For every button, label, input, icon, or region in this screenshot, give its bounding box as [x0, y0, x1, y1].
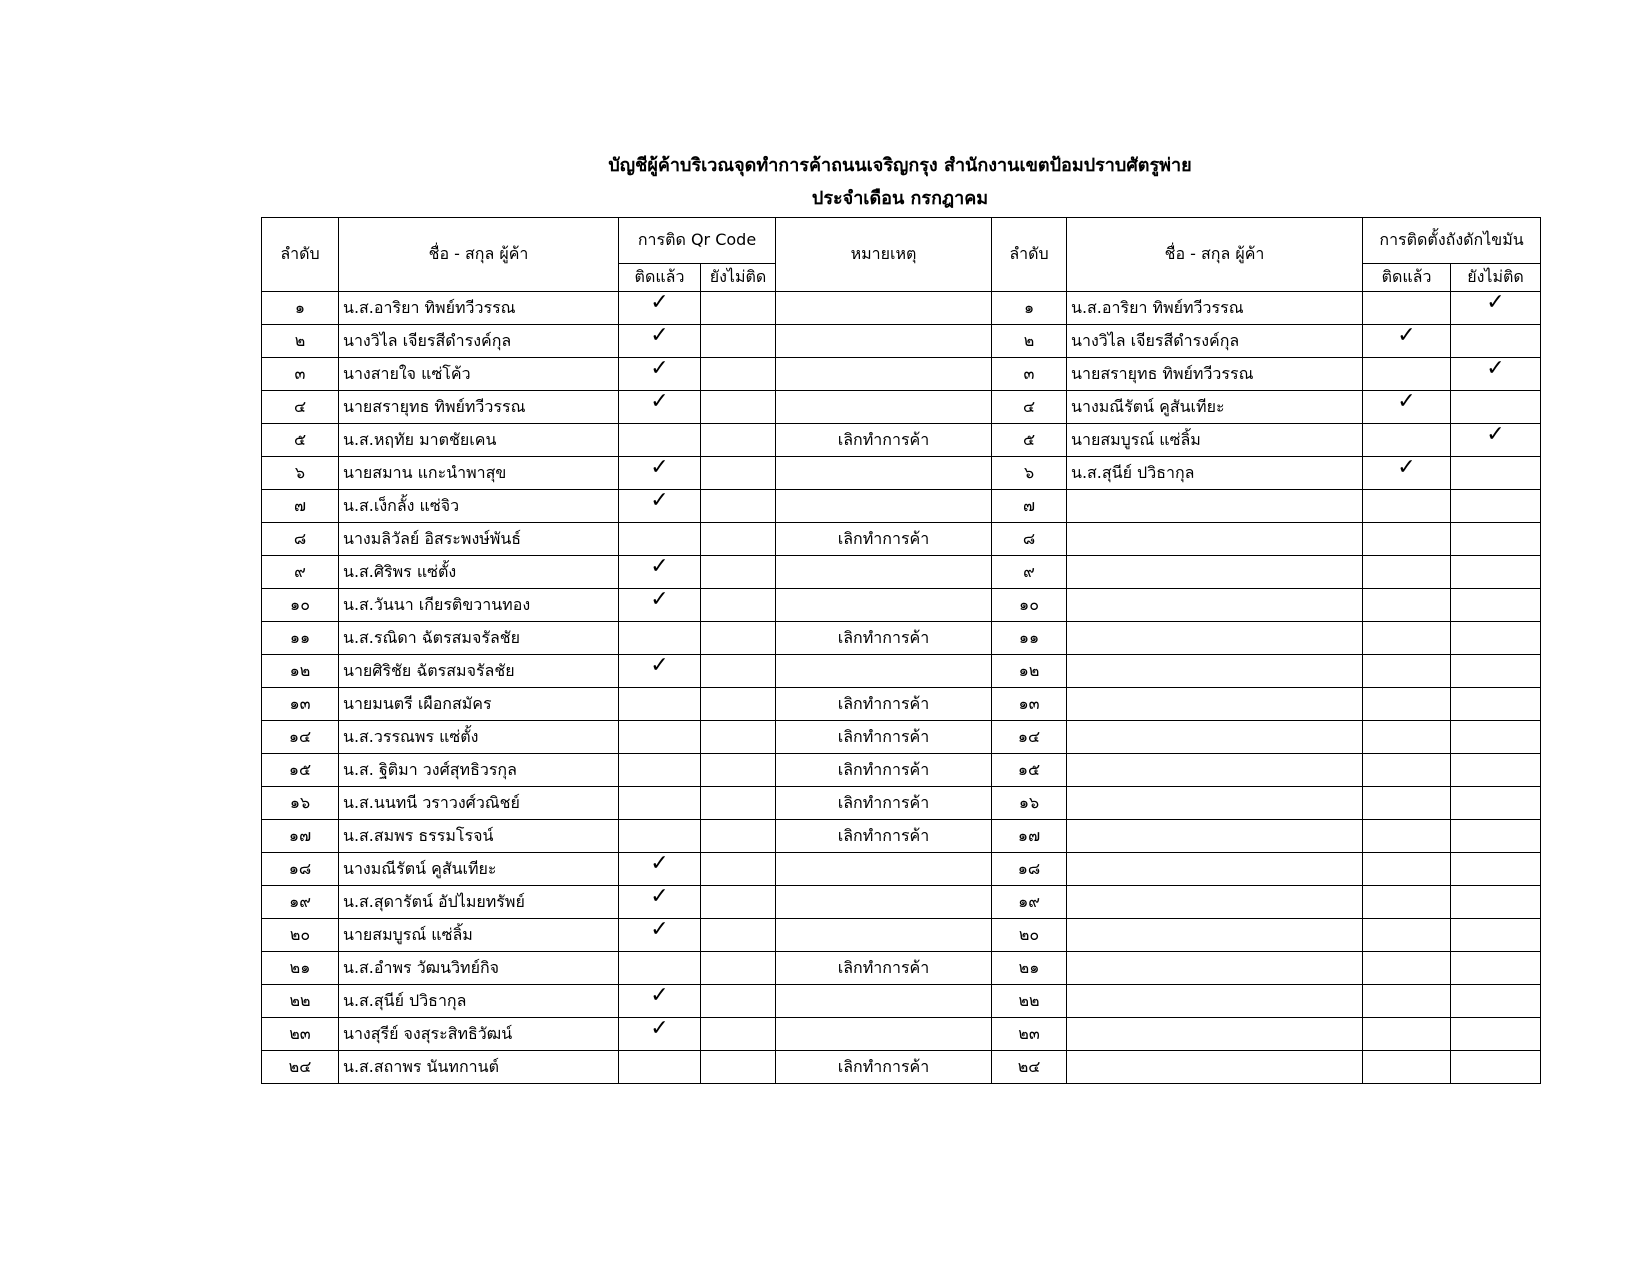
table-row	[262, 688, 1541, 721]
check-mark-icon: ✓	[650, 324, 669, 348]
cell-qr-installed	[619, 787, 701, 820]
cell-remark: เลิกทำการค้า	[776, 523, 992, 556]
cell-grease-installed	[1363, 787, 1451, 820]
cell-name-2: นายสรายุทธ ทิพย์ทวีวรรณ	[1067, 358, 1363, 391]
cell-grease-installed	[1363, 952, 1451, 985]
cell-name-2	[1067, 589, 1363, 622]
cell-name: น.ส.หฤทัย มาตชัยเคน	[339, 424, 619, 457]
cell-seq: ๘	[262, 523, 339, 556]
cell-name-2	[1067, 490, 1363, 523]
cell-seq-2: ๑๓	[992, 688, 1067, 721]
cell-name-2	[1067, 622, 1363, 655]
cell-qr-not-installed	[701, 952, 776, 985]
cell-qr-not-installed	[701, 655, 776, 688]
table-row	[262, 1051, 1541, 1084]
cell-name-2	[1067, 1051, 1363, 1084]
cell-name: นายมนตรี เผือกสมัคร	[339, 688, 619, 721]
cell-qr-installed	[619, 1051, 701, 1084]
cell-grease-not-installed	[1451, 1018, 1541, 1051]
table-row	[262, 787, 1541, 820]
cell-qr-installed	[619, 721, 701, 754]
cell-qr-installed	[619, 754, 701, 787]
cell-grease-installed	[1363, 457, 1451, 490]
cell-grease-not-installed	[1451, 655, 1541, 688]
check-mark-icon: ✓	[1397, 324, 1416, 348]
cell-qr-installed	[619, 424, 701, 457]
cell-seq-2: ๑๐	[992, 589, 1067, 622]
cell-seq: ๒๐	[262, 919, 339, 952]
table-row	[262, 985, 1541, 1018]
cell-seq-2: ๑๕	[992, 754, 1067, 787]
cell-seq: ๙	[262, 556, 339, 589]
check-mark-icon: ✓	[650, 291, 669, 315]
cell-seq-2: ๓	[992, 358, 1067, 391]
cell-grease-not-installed	[1451, 820, 1541, 853]
cell-remark	[776, 886, 992, 919]
cell-qr-installed	[619, 523, 701, 556]
cell-seq-2: ๑๙	[992, 886, 1067, 919]
cell-name-2	[1067, 787, 1363, 820]
cell-qr-not-installed	[701, 556, 776, 589]
cell-seq: ๒๓	[262, 1018, 339, 1051]
cell-grease-installed	[1363, 886, 1451, 919]
header-seq: ลำดับ	[262, 218, 339, 292]
cell-seq-2: ๑๑	[992, 622, 1067, 655]
cell-seq-2: ๒	[992, 325, 1067, 358]
cell-grease-installed	[1363, 424, 1451, 457]
cell-qr-not-installed	[701, 754, 776, 787]
cell-seq-2: ๑๖	[992, 787, 1067, 820]
table-row	[262, 919, 1541, 952]
header-qr-group: การติด Qr Code	[619, 218, 776, 264]
cell-grease-not-installed	[1451, 556, 1541, 589]
cell-seq: ๑๔	[262, 721, 339, 754]
cell-grease-not-installed	[1451, 919, 1541, 952]
cell-name-2	[1067, 853, 1363, 886]
cell-name-2	[1067, 952, 1363, 985]
cell-grease-installed	[1363, 358, 1451, 391]
cell-seq: ๑๓	[262, 688, 339, 721]
cell-qr-installed	[619, 688, 701, 721]
cell-seq-2: ๑๔	[992, 721, 1067, 754]
table-row	[262, 820, 1541, 853]
cell-qr-not-installed	[701, 424, 776, 457]
cell-grease-not-installed	[1451, 325, 1541, 358]
cell-name: นายสมาน แกะนำพาสุข	[339, 457, 619, 490]
cell-name-2	[1067, 820, 1363, 853]
check-mark-icon: ✓	[650, 555, 669, 579]
cell-seq: ๑๐	[262, 589, 339, 622]
cell-name: นางวิไล เจียรสีดำรงค์กุล	[339, 325, 619, 358]
cell-remark: เลิกทำการค้า	[776, 820, 992, 853]
cell-qr-not-installed	[701, 391, 776, 424]
cell-grease-not-installed	[1451, 490, 1541, 523]
check-mark-icon: ✓	[1397, 456, 1416, 480]
cell-name-2	[1067, 1018, 1363, 1051]
cell-name-2	[1067, 721, 1363, 754]
cell-seq: ๑๑	[262, 622, 339, 655]
cell-name-2	[1067, 985, 1363, 1018]
cell-grease-not-installed	[1451, 721, 1541, 754]
table-row	[262, 391, 1541, 424]
cell-remark	[776, 556, 992, 589]
table-row	[262, 754, 1541, 787]
cell-remark	[776, 1018, 992, 1051]
cell-qr-not-installed	[701, 787, 776, 820]
cell-seq: ๑๒	[262, 655, 339, 688]
table-row	[262, 622, 1541, 655]
cell-seq: ๑๕	[262, 754, 339, 787]
table-row	[262, 853, 1541, 886]
cell-name: น.ส.สุนีย์ ปวิธากุล	[339, 985, 619, 1018]
cell-grease-installed	[1363, 985, 1451, 1018]
cell-name-2: น.ส.สุนีย์ ปวิธากุล	[1067, 457, 1363, 490]
cell-name-2	[1067, 655, 1363, 688]
cell-name-2: นางมณีรัตน์ คูสันเทียะ	[1067, 391, 1363, 424]
cell-qr-installed	[619, 490, 701, 523]
cell-qr-not-installed	[701, 1051, 776, 1084]
header-name: ชื่อ - สกุล ผู้ค้า	[339, 218, 619, 292]
table-row	[262, 721, 1541, 754]
cell-remark	[776, 325, 992, 358]
cell-seq: ๓	[262, 358, 339, 391]
table-row	[262, 457, 1541, 490]
cell-seq-2: ๕	[992, 424, 1067, 457]
cell-grease-not-installed	[1451, 952, 1541, 985]
check-mark-icon: ✓	[650, 984, 669, 1008]
cell-name: น.ส.วันนา เกียรติขวานทอง	[339, 589, 619, 622]
cell-remark	[776, 919, 992, 952]
header-grease-installed: ติดแล้ว	[1363, 264, 1451, 292]
cell-grease-installed	[1363, 589, 1451, 622]
cell-name: น.ส.สุดารัตน์ อัปไมยทรัพย์	[339, 886, 619, 919]
cell-grease-installed	[1363, 721, 1451, 754]
cell-seq: ๑๖	[262, 787, 339, 820]
cell-remark	[776, 358, 992, 391]
page-subtitle: ประจำเดือน กรกฎาคม	[811, 188, 989, 209]
check-mark-icon: ✓	[1486, 423, 1505, 447]
cell-qr-not-installed	[701, 523, 776, 556]
cell-qr-installed	[619, 589, 701, 622]
cell-qr-not-installed	[701, 622, 776, 655]
cell-name: น.ส.อำพร วัฒนวิทย์กิจ	[339, 952, 619, 985]
cell-grease-installed	[1363, 820, 1451, 853]
cell-grease-not-installed	[1451, 589, 1541, 622]
header-grease-group: การติดตั้งถังดักไขมัน	[1363, 218, 1541, 264]
cell-name: นายสรายุทธ ทิพย์ทวีวรรณ	[339, 391, 619, 424]
cell-seq: ๑๘	[262, 853, 339, 886]
cell-grease-not-installed	[1451, 787, 1541, 820]
table-row	[262, 952, 1541, 985]
cell-seq: ๗	[262, 490, 339, 523]
table-row	[262, 358, 1541, 391]
cell-name: น.ส.รณิดา ฉัตรสมจรัลชัย	[339, 622, 619, 655]
cell-qr-installed	[619, 985, 701, 1018]
cell-seq: ๑	[262, 292, 339, 325]
cell-grease-not-installed	[1451, 886, 1541, 919]
check-mark-icon: ✓	[1486, 357, 1505, 381]
cell-grease-not-installed	[1451, 358, 1541, 391]
table-body	[262, 292, 1541, 1084]
cell-qr-installed	[619, 457, 701, 490]
cell-seq-2: ๒๐	[992, 919, 1067, 952]
cell-name: น.ส.อาริยา ทิพย์ทวีวรรณ	[339, 292, 619, 325]
header-qr-installed: ติดแล้ว	[619, 264, 701, 292]
table-row	[262, 325, 1541, 358]
cell-qr-not-installed	[701, 325, 776, 358]
cell-qr-installed	[619, 952, 701, 985]
cell-seq: ๒	[262, 325, 339, 358]
table-row	[262, 886, 1541, 919]
cell-remark: เลิกทำการค้า	[776, 754, 992, 787]
cell-grease-installed	[1363, 556, 1451, 589]
cell-seq-2: ๑๗	[992, 820, 1067, 853]
cell-name-2	[1067, 886, 1363, 919]
cell-qr-installed	[619, 556, 701, 589]
cell-seq-2: ๑	[992, 292, 1067, 325]
cell-grease-installed	[1363, 391, 1451, 424]
cell-grease-installed	[1363, 490, 1451, 523]
table-row	[262, 490, 1541, 523]
cell-remark	[776, 589, 992, 622]
cell-remark	[776, 985, 992, 1018]
cell-qr-not-installed	[701, 886, 776, 919]
cell-name-2: นายสมบูรณ์ แซ่ลิ้ม	[1067, 424, 1363, 457]
cell-name: น.ส.นนทนี วราวงศ์วณิชย์	[339, 787, 619, 820]
cell-seq-2: ๒๑	[992, 952, 1067, 985]
cell-seq-2: ๒๒	[992, 985, 1067, 1018]
cell-name-2: น.ส.อาริยา ทิพย์ทวีวรรณ	[1067, 292, 1363, 325]
cell-remark	[776, 391, 992, 424]
cell-remark	[776, 853, 992, 886]
cell-qr-not-installed	[701, 820, 776, 853]
check-mark-icon: ✓	[650, 654, 669, 678]
cell-qr-not-installed	[701, 457, 776, 490]
cell-qr-not-installed	[701, 688, 776, 721]
cell-remark: เลิกทำการค้า	[776, 721, 992, 754]
cell-grease-installed	[1363, 292, 1451, 325]
cell-seq-2: ๔	[992, 391, 1067, 424]
table-row	[262, 1018, 1541, 1051]
cell-qr-installed	[619, 391, 701, 424]
table-row	[262, 523, 1541, 556]
cell-name: นายศิริชัย ฉัตรสมจรัลชัย	[339, 655, 619, 688]
cell-remark	[776, 490, 992, 523]
cell-seq: ๕	[262, 424, 339, 457]
cell-seq: ๑๙	[262, 886, 339, 919]
cell-seq-2: ๖	[992, 457, 1067, 490]
cell-seq-2: ๑๘	[992, 853, 1067, 886]
cell-name: น.ส.เง็กลั้ง แซ่จิว	[339, 490, 619, 523]
cell-grease-not-installed	[1451, 688, 1541, 721]
cell-qr-installed	[619, 853, 701, 886]
check-mark-icon: ✓	[650, 357, 669, 381]
cell-grease-not-installed	[1451, 853, 1541, 886]
cell-seq: ๔	[262, 391, 339, 424]
cell-name: น.ส.ศิริพร แซ่ตั้ง	[339, 556, 619, 589]
header-name-2: ชื่อ - สกุล ผู้ค้า	[1067, 218, 1363, 292]
cell-seq: ๒๑	[262, 952, 339, 985]
cell-grease-not-installed	[1451, 985, 1541, 1018]
cell-grease-installed	[1363, 622, 1451, 655]
cell-name: น.ส.สมพร ธรรมโรจน์	[339, 820, 619, 853]
header-remark: หมายเหตุ	[776, 218, 992, 292]
cell-grease-installed	[1363, 655, 1451, 688]
cell-name: น.ส.สถาพร นันทกานต์	[339, 1051, 619, 1084]
cell-name-2	[1067, 523, 1363, 556]
cell-grease-not-installed	[1451, 622, 1541, 655]
check-mark-icon: ✓	[1486, 291, 1505, 315]
cell-qr-installed	[619, 919, 701, 952]
cell-remark: เลิกทำการค้า	[776, 1051, 992, 1084]
cell-name: นางสุรีย์ จงสุระสิทธิวัฒน์	[339, 1018, 619, 1051]
check-mark-icon: ✓	[650, 852, 669, 876]
check-mark-icon: ✓	[1397, 390, 1416, 414]
cell-grease-not-installed	[1451, 523, 1541, 556]
table-row	[262, 556, 1541, 589]
table-row	[262, 589, 1541, 622]
cell-remark	[776, 292, 992, 325]
table-row	[262, 655, 1541, 688]
cell-name-2	[1067, 754, 1363, 787]
header-seq-2: ลำดับ	[992, 218, 1067, 292]
cell-name: น.ส.วรรณพร แซ่ตั้ง	[339, 721, 619, 754]
header-grease-not-installed: ยังไม่ติด	[1451, 264, 1541, 292]
cell-seq: ๒๒	[262, 985, 339, 1018]
cell-seq: ๖	[262, 457, 339, 490]
cell-remark: เลิกทำการค้า	[776, 424, 992, 457]
check-mark-icon: ✓	[650, 1017, 669, 1041]
cell-qr-not-installed	[701, 490, 776, 523]
cell-remark	[776, 655, 992, 688]
cell-grease-installed	[1363, 853, 1451, 886]
cell-qr-not-installed	[701, 292, 776, 325]
cell-qr-installed	[619, 292, 701, 325]
cell-grease-not-installed	[1451, 457, 1541, 490]
cell-grease-not-installed	[1451, 754, 1541, 787]
cell-name: นางสายใจ แซ่โค้ว	[339, 358, 619, 391]
check-mark-icon: ✓	[650, 588, 669, 612]
check-mark-icon: ✓	[650, 390, 669, 414]
cell-qr-not-installed	[701, 358, 776, 391]
cell-seq-2: ๒๔	[992, 1051, 1067, 1084]
cell-qr-not-installed	[701, 721, 776, 754]
cell-name: นางมณีรัตน์ คูสันเทียะ	[339, 853, 619, 886]
cell-remark: เลิกทำการค้า	[776, 688, 992, 721]
page-title: บัญชีผู้ค้าบริเวณจุดทำการค้าถนนเจริญกรุง สำนักงานเขตป้อมปราบศัตรูพ่าย	[608, 155, 1192, 176]
cell-seq-2: ๙	[992, 556, 1067, 589]
cell-qr-not-installed	[701, 919, 776, 952]
cell-name: นายสมบูรณ์ แซ่ลิ้ม	[339, 919, 619, 952]
cell-name: นางมลิวัลย์ อิสระพงษ์พันธ์	[339, 523, 619, 556]
cell-name-2	[1067, 919, 1363, 952]
cell-seq: ๒๔	[262, 1051, 339, 1084]
cell-qr-not-installed	[701, 853, 776, 886]
cell-qr-installed	[619, 1018, 701, 1051]
cell-name: น.ส. ฐิติมา วงศ์สุทธิวรกุล	[339, 754, 619, 787]
cell-name-2	[1067, 556, 1363, 589]
cell-qr-installed	[619, 655, 701, 688]
cell-remark: เลิกทำการค้า	[776, 952, 992, 985]
table-row	[262, 424, 1541, 457]
cell-remark: เลิกทำการค้า	[776, 622, 992, 655]
cell-grease-installed	[1363, 1051, 1451, 1084]
cell-qr-installed	[619, 325, 701, 358]
cell-remark: เลิกทำการค้า	[776, 787, 992, 820]
check-mark-icon: ✓	[650, 489, 669, 513]
cell-qr-installed	[619, 886, 701, 919]
cell-name-2	[1067, 688, 1363, 721]
cell-seq-2: ๑๒	[992, 655, 1067, 688]
cell-grease-installed	[1363, 688, 1451, 721]
cell-grease-not-installed	[1451, 424, 1541, 457]
header-qr-not-installed: ยังไม่ติด	[701, 264, 776, 292]
cell-grease-installed	[1363, 754, 1451, 787]
cell-seq: ๑๗	[262, 820, 339, 853]
cell-remark	[776, 457, 992, 490]
cell-grease-not-installed	[1451, 1051, 1541, 1084]
cell-qr-not-installed	[701, 1018, 776, 1051]
cell-qr-installed	[619, 622, 701, 655]
cell-name-2: นางวิไล เจียรสีดำรงค์กุล	[1067, 325, 1363, 358]
cell-qr-installed	[619, 820, 701, 853]
cell-grease-installed	[1363, 325, 1451, 358]
cell-grease-installed	[1363, 523, 1451, 556]
check-mark-icon: ✓	[650, 885, 669, 909]
cell-grease-installed	[1363, 919, 1451, 952]
table-row	[262, 292, 1541, 325]
cell-grease-not-installed	[1451, 292, 1541, 325]
check-mark-icon: ✓	[650, 918, 669, 942]
cell-grease-not-installed	[1451, 391, 1541, 424]
cell-qr-not-installed	[701, 589, 776, 622]
vendor-table	[261, 217, 1541, 1084]
cell-qr-installed	[619, 358, 701, 391]
cell-seq-2: ๗	[992, 490, 1067, 523]
cell-grease-installed	[1363, 1018, 1451, 1051]
cell-qr-not-installed	[701, 985, 776, 1018]
cell-seq-2: ๒๓	[992, 1018, 1067, 1051]
check-mark-icon: ✓	[650, 456, 669, 480]
cell-seq-2: ๘	[992, 523, 1067, 556]
